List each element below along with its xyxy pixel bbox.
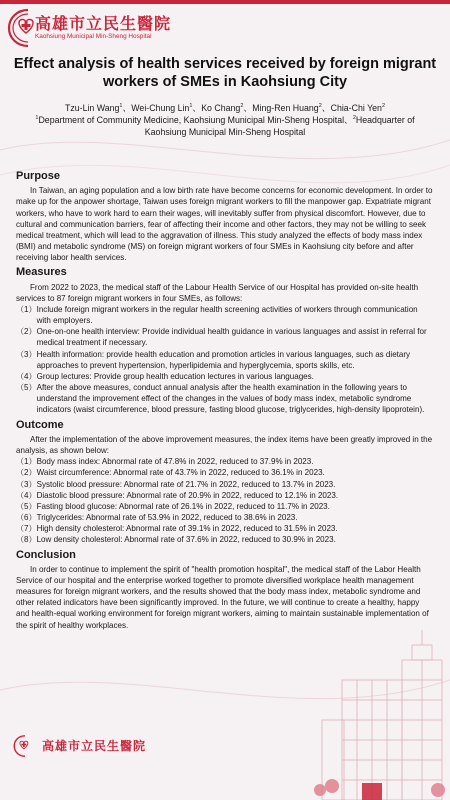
affiliation-list [10, 115, 440, 127]
list-item-text: High density cholesterol: Abnormal rate of 39.1% in 2022, reduced to 31.5% in 2023. [36, 524, 338, 534]
affiliation-2-part-a: Headquarter of [355, 114, 415, 125]
affiliation-mark: 1 [35, 114, 39, 121]
affiliation-1: Department of Community Medicine, Kaohsiung Municipal Min-Sheng Hospital [38, 114, 345, 125]
affiliation-2-part-b: Kaohsiung Municipal Min-Sheng Hospital [144, 126, 306, 137]
list-item [16, 456, 434, 467]
list-item [16, 512, 434, 523]
list-item-text: Diastolic blood pressure: Abnormal rate of 20.9% in 2022, reduced to 12.1% in 2023. [36, 490, 339, 500]
author-name: Ko Chang [201, 103, 241, 113]
conclusion-heading: Conclusion [16, 548, 76, 561]
list-item-text: Include foreign migrant workers in the regular health screening activities of workers through communication with employers. [36, 304, 418, 326]
list-item-text: Body mass index: Abnormal rate of 47.8% in 2022, reduced to 37.9% in 2023. [36, 457, 314, 467]
list-item-number: （1） [16, 457, 37, 467]
list-item [16, 479, 434, 490]
author-name: Wei-Chung Lin [131, 103, 190, 113]
author-block [10, 103, 440, 139]
purpose-section [16, 170, 434, 263]
list-item [16, 534, 434, 545]
list-item [16, 371, 434, 382]
author-name: Tzu-Lin Wang [64, 103, 120, 113]
list-item-number: （7） [16, 524, 37, 534]
list-item [16, 490, 434, 501]
list-item-number: （6） [16, 513, 37, 523]
list-item-number: （4） [16, 490, 37, 500]
hospital-name-zh: 高雄市立民生醫院 [35, 14, 172, 33]
purpose-heading: Purpose [16, 170, 61, 182]
list-item-number: （2） [16, 327, 37, 337]
list-item-number: （1） [16, 304, 37, 314]
title-line-2: workers of SMEs in Kaohsiung City [102, 74, 348, 91]
list-item-number: （4） [16, 371, 37, 381]
author-separator: 、 [192, 103, 202, 113]
author-name: Ming-Ren Huang [252, 103, 319, 113]
list-item [16, 467, 434, 478]
author-affiliation-mark: 2 [318, 103, 322, 110]
list-item-number: （5） [16, 383, 37, 393]
measures-intro: From 2022 to 2023, the medical staff of the Labour Health Service of our Hospital has provided on-site health services to 87 foreign migrant workers in four SMEs, as follows: [16, 282, 419, 303]
list-item-text: One-on-one health interview: Provide individual health guidance in various languages and assist in referral for medical treatment if necessary. [36, 327, 427, 348]
outcome-heading: Outcome [16, 418, 64, 431]
list-item [16, 501, 434, 512]
affiliation-mark: 2 [352, 114, 356, 121]
outcome-intro: After the implementation of the above improvement measures, the index items have been greatly improved in the analysis, as shown below: [16, 434, 433, 455]
hospital-header [5, 5, 205, 53]
list-item [16, 304, 434, 326]
list-item-number: （5） [16, 501, 37, 511]
author-affiliation-mark: 1 [189, 103, 193, 110]
poster-content [16, 170, 434, 634]
hospital-name-en: Kaohsiung Municipal Min-Sheng Hospital [35, 33, 152, 40]
list-item-number: （3） [16, 349, 37, 359]
list-item-number: （3） [16, 479, 37, 489]
list-item-text: Health information: provide health education and promotion articles in various languages, such as dietary approaches to prevent hypertension, hyperlipidemia and hyperglycemia, sports skills, etc. [36, 349, 411, 370]
list-item [16, 523, 434, 534]
author-separator: 、 [321, 103, 331, 113]
author-separator: 、 [122, 103, 132, 113]
list-item [16, 326, 434, 348]
conclusion-text: In order to continue to implement the spirit of "health promotion hospital", the medical staff of the Labor Health Service of our hospital and the enterprise worked together to promote diversified workplace health management measures for foreign migrant workers, and the results showed that the body mass index, metabolic syndrome and other related indicators have been significantly improved. In the future, we will continue to create a healthy, happy and health-equal working environment for foreign migrant workers, aiming to maintain sustainable implementation of the spirit of healthy workplaces. [16, 564, 429, 630]
list-item-text: Low density cholesterol: Abnormal rate of 37.6% in 2022, reduced to 30.9% in 2023. [36, 535, 336, 545]
list-item [16, 349, 434, 371]
list-item [16, 382, 434, 416]
list-item-number: （2） [16, 468, 37, 478]
footer-hospital-name: 高雄市立民生醫院 [42, 739, 147, 753]
author-separator: 、 [243, 103, 253, 113]
purpose-text: In Taiwan, an aging population and a low birth rate have become concerns for economic development. In order to make up for the anpower shortage, Taiwan uses foreign migrant workers to fill the manpower gap. Expatriate migrant workers, who have to work hard to earn their wages, will inevitably suffer from physical discomfort. However, due to cultural and communication barriers, fear of affecting their income and other factors, they may not be willing to seek medical treatment, which will lead to the aggravation of illness. This study analyzed the effects of body mass index (BMI) and metabolic syndrome (MS) on foreign migrant workers of four SMEs in Kaohsiung city before and after receiving labor health services. [16, 186, 433, 263]
measures-heading: Measures [16, 266, 67, 279]
title-line-1: Effect analysis of health services received by foreign migrant [13, 56, 437, 72]
list-item-number: （8） [16, 535, 37, 545]
author-name: Chia-Chi Yen [330, 103, 382, 113]
author-affiliation-mark: 2 [381, 103, 386, 110]
poster-footer [0, 724, 450, 800]
measures-section [16, 266, 434, 415]
outcome-section [16, 419, 434, 546]
list-item-text: After the above measures, conduct annual analysis after the health examination in the following years to understand the improvement effect of the changes in the values of body mass index, metabolic syndrome indicators (waist circumference, blood pressure, fasting blood glucose, triglycerides, high-density lipoprotein). [36, 383, 425, 415]
list-item-text: Waist circumference: Abnormal rate of 43.7% in 2022, reduced to 36.1% in 2023. [36, 468, 325, 478]
author-list [10, 103, 440, 115]
conclusion-section [16, 549, 434, 631]
author-affiliation-mark: 2 [240, 103, 244, 110]
poster-title [10, 55, 440, 92]
list-item-text: Group lectures: Provide group health education lectures in various languages. [36, 371, 314, 381]
author-affiliation-mark: 1 [119, 103, 123, 110]
hospital-logo-icon [12, 733, 38, 759]
list-item-text: Fasting blood glucose: Abnormal rate of 26.1% in 2022, reduced to 11.7% in 2023. [36, 501, 330, 511]
list-item-text: Systolic blood pressure: Abnormal rate of 21.7% in 2022, reduced to 13.7% in 2023. [36, 479, 336, 489]
list-item-text: Triglycerides: Abnormal rate of 53.9% in 2022, reduced to 38.6% in 2023. [36, 513, 298, 523]
affiliation-separator: 、 [344, 114, 353, 125]
